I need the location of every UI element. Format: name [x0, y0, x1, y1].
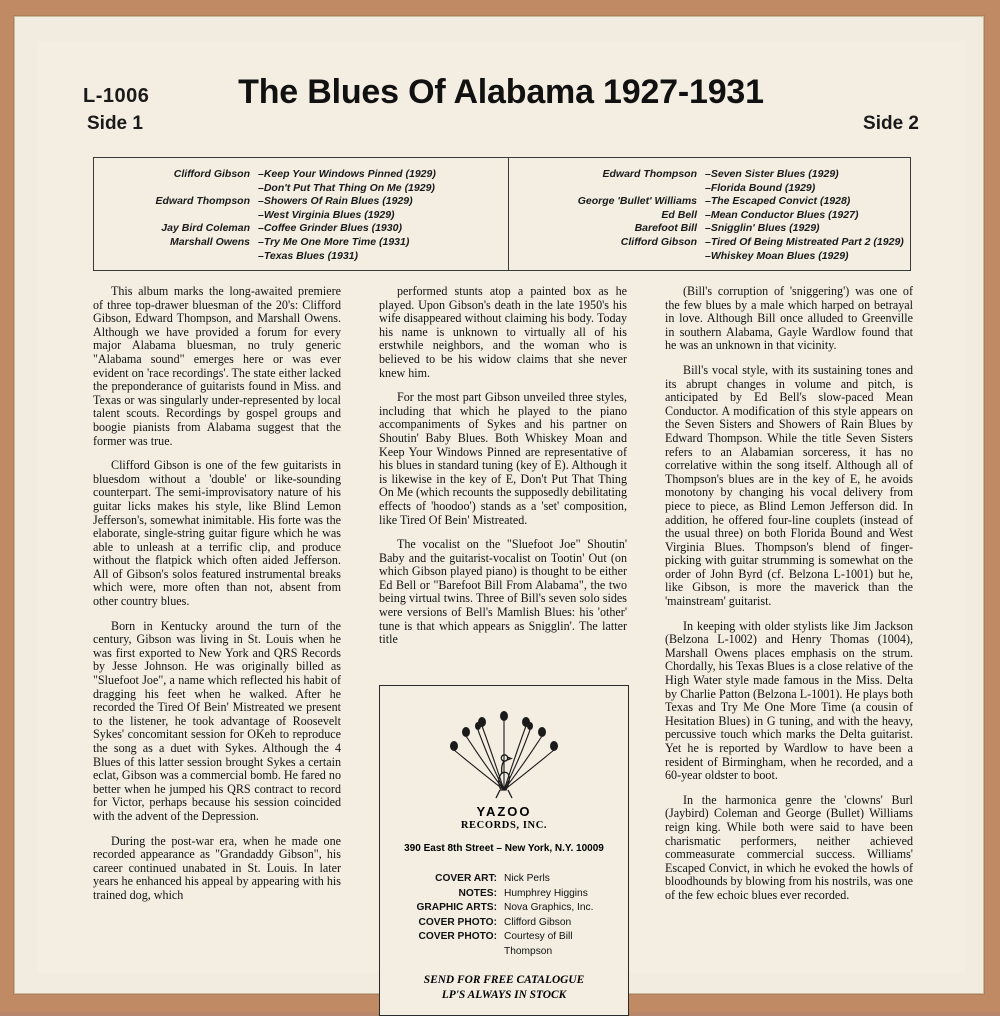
catalogue-line-2: LP'S ALWAYS IN STOCK — [441, 989, 567, 1001]
track-title: –West Virginia Blues (1929) — [258, 208, 395, 221]
paragraph: During the post-war era, when he made one recorded appearance as "Grandaddy Gibson", his career continued unabated in St. Louis. In later years he enhanced his appeal by appearing with his trained dog, which — [93, 833, 341, 902]
side-two-label: Side 2 — [863, 113, 919, 134]
header — [37, 41, 965, 137]
catalogue-line-1: SEND FOR FREE CATALOGUE — [423, 974, 585, 986]
credit-row — [401, 887, 607, 902]
track-row — [110, 222, 508, 236]
track-title: –Don't Put That Thing On Me (1929) — [258, 181, 435, 194]
track-artist — [519, 182, 705, 196]
credit-value: Clifford Gibson — [504, 916, 572, 928]
liner-notes-column-three — [665, 285, 913, 914]
paragraph: Born in Kentucky around the turn of the century, Gibson was living in St. Louis when he was first exported to New York and QRS Records by Jesse Johnson. He was originally billed as "Sluefoot Joe", a name which reflected his habit of dragging his feet when he walked. After he recorded the Tired Of Bein' Mistreated we present to the listener, he took advantage of Roosevelt Sykes' concomitant session for OKeh to reproduce the song as a duet with Sykes. Although the 4 Blues of this latter session brought Sykes a certain eclat, Gibson was a commercial bomb. He fared no better when he jumped his QRS contract to record for Victor, perhaps because his session coincided with the advent of the Depression. — [93, 618, 341, 823]
track-row — [110, 209, 508, 223]
credit-label: COVER PHOTO: — [418, 931, 497, 942]
credit-row — [401, 901, 607, 916]
track-title: –Try Me One More Time (1931) — [258, 235, 410, 248]
credit-value: Humphrey Higgins — [504, 887, 588, 899]
paragraph: For the most part Gibson unveiled three styles, including that which he played to the piano accompaniments of Sykes and his partner on Shoutin' Baby Blues. Both Whiskey Moan and Keep Your Windows Pinned are representative of his blues in standard tuning (key of E). Although it is likewise in the key of E, Don't Put That Thing On Me (which recounts the supposedly debilitating effects of 'hoodoo') stands as a 'set' composition, like Tired Of Bein' Mistreated. — [379, 390, 627, 527]
paragraph: Bill's vocal style, with its sustaining tones and its abrupt changes in volume and pitch, is anticipated by Ed Bell's slow-paced Mean Conductor. A modification of this style appears on the Seven Sisters and Showers of Rain Blues by Edward Thompson. While the title Seven Sisters refers to an Alabamian sorceress, it has no correlative within the song itself. Although all of Thompson's blues are in the key of E, he avoids monotony by changing his vocal delivery from piece to piece, as Blind Lemon Jefferson did. In addition, he offered four-line couplets (instead of the usual three) on both Florida Bound and West Virginia Blues. Thompson's blend of finger-picking with guitar strumming is somewhat on the order of John Byrd (cf. Belzona L-1001) but he, like Gibson, is more the maverick than the 'mainstream' guitarist. — [665, 362, 913, 609]
track-artist — [110, 182, 258, 196]
side-two-rows — [519, 168, 935, 263]
track-artist — [519, 250, 705, 264]
credit-row — [401, 916, 607, 931]
track-row — [110, 236, 508, 250]
track-row — [519, 195, 935, 209]
track-row — [519, 182, 935, 196]
paragraph: performed stunts atop a painted box as he played. Upon Gibson's death in the late 1950's his wife disappeared without claiming his body. Today his name is unknown to virtually all of his erstwhile neighbors, and the woman who is believed to be his widow claims that she never knew him. — [379, 284, 627, 380]
catalogue-note — [380, 973, 628, 1003]
track-row — [110, 195, 508, 209]
credit-label: GRAPHIC ARTS: — [416, 902, 497, 913]
track-title: –Mean Conductor Blues (1927) — [705, 208, 859, 221]
liner-notes-page — [37, 41, 965, 1001]
credit-label: NOTES: — [458, 887, 497, 899]
liner-notes-column-one — [93, 285, 341, 914]
catalog-number: L-1006 — [83, 85, 150, 107]
paragraph: In the harmonica genre the 'clowns' Burl (Jaybird) Coleman and George (Bullet) Williams reign king. While both were said to have been charismatic performers, neither achieved commeasurate commercial success. Williams' Escaped Convict, in which he evoked the howls of bloodhounds by blowing from his nostrils, was one of the few echoic blues ever recorded. — [665, 792, 913, 902]
track-artist: Ed Bell — [661, 208, 697, 221]
track-row — [519, 236, 935, 250]
peacock-logo-icon — [444, 698, 564, 806]
credit-label: COVER ART: — [435, 873, 497, 884]
credit-value: Courtesy of Bill Thompson — [504, 931, 573, 957]
track-artist: Edward Thompson — [602, 168, 697, 180]
credit-row — [401, 930, 607, 959]
track-artist: Edward Thompson — [155, 195, 250, 208]
track-artist — [110, 209, 258, 223]
page-title: The Blues Of Alabama 1927-1931 — [238, 73, 764, 111]
track-artist: George 'Bullet' Williams — [577, 195, 697, 208]
track-artist — [110, 250, 258, 264]
credit-label: COVER PHOTO: — [418, 916, 497, 928]
track-row — [519, 222, 935, 236]
track-title: –The Escaped Convict (1928) — [705, 195, 851, 208]
credits-list — [401, 872, 607, 959]
track-listing-side-one — [94, 158, 509, 270]
paragraph: The vocalist on the "Sluefoot Joe" Shoutin' Baby and the guitarist-vocalist on Tootin' Out (on which Gibson played piano) is thought to be either Ed Bell or "Barefoot Bill From Alabama", the two being virtual twins. Three of Bill's seven solo sides were versions of Bell's Mamlish Blues: his 'other' tune is that which appears as Snigglin'. The latter title — [379, 537, 627, 647]
label-address: 390 East 8th Street – New York, N.Y. 10009 — [404, 843, 604, 854]
track-row — [110, 250, 508, 264]
side-one-label: Side 1 — [87, 113, 143, 134]
track-listing-side-two — [509, 158, 935, 270]
paragraph: Clifford Gibson is one of the few guitarists in bluesdom without a 'double' or like-sounding counterpart. The semi-improvisatory nature of his guitar licks makes his style, like Blind Lemon Jefferson's, somewhat inimitable. His forte was the elaborate, single-string guitar figure which he was able to unleash at a terrific clip, and produce without the flatpick which often aided Jefferson. All of Gibson's solos featured instrumental breaks which were, more often than not, absent from other country blues. — [93, 458, 341, 609]
track-artist: Clifford Gibson — [173, 168, 250, 180]
track-title: –Snigglin' Blues (1929) — [705, 222, 820, 235]
paragraph: (Bill's corruption of 'sniggering') was one of the few blues by a male which harped on betrayal in love. Although Bill once alluded to Greenville in southern Alabama, Gayle Wardlow found that he was an unknown in that vicinity. — [665, 284, 913, 353]
track-title: –Keep Your Windows Pinned (1929) — [258, 168, 436, 180]
credit-value: Nick Perls — [504, 873, 550, 884]
track-row — [110, 182, 508, 196]
track-row — [519, 168, 935, 182]
track-row — [519, 209, 935, 223]
side-one-rows — [110, 168, 508, 263]
sleeve-paper — [14, 16, 984, 1001]
track-listing — [93, 157, 911, 271]
track-title: –Florida Bound (1929) — [705, 181, 816, 194]
records-inc-text: RECORDS, INC. — [460, 820, 548, 831]
track-artist: Clifford Gibson — [620, 235, 697, 248]
track-title: –Texas Blues (1931) — [258, 249, 359, 262]
track-title: –Showers Of Rain Blues (1929) — [258, 195, 413, 208]
track-title: –Tired Of Being Mistreated Part 2 (1929) — [705, 235, 904, 248]
yazoo-wordmark: YAZOO — [476, 804, 532, 819]
paragraph: This album marks the long-awaited premiere of three top-drawer bluesman of the 20's: Clifford Gibson, Edward Thompson, and Marshall Owens. Although we have provided a forum for every major Alabama bluesman, no truly generic "Alabama sound" emerges here or was ever evident on 'race recordings'. The state either lacked the preponderance of guitarists found in Miss. and Texas or was singularly under-represented by local talent scouts. Recordings by gospel groups and boogie pianists from Alabama suggest that the former was true. — [93, 284, 341, 448]
liner-notes-columns — [93, 284, 913, 1001]
track-title: –Coffee Grinder Blues (1930) — [258, 222, 402, 235]
label-credits-block — [379, 685, 629, 1016]
paragraph: In keeping with older stylists like Jim Jackson (Belzona L-1002) and Henry Thomas (1004), Marshall Owens places emphasis on the strum. Chordally, his Texas Blues is a close relative of the High Water style made famous in the Miss. Delta by Charlie Patton (Belzona L-1001). He plays both Texas and Try Me One More Time (a cousin of Hesitation Blues) in G tuning, and with the heavy, percussive touch which marks the Delta guitarist. Yet he is reported by Wardlow to have been a resident of Birmingham, when he recorded, and a 60-year oldster to boot. — [665, 618, 913, 783]
track-title: –Whiskey Moan Blues (1929) — [705, 249, 849, 262]
track-row — [110, 168, 508, 182]
liner-notes-column-two — [379, 285, 627, 658]
track-artist: Barefoot Bill — [634, 222, 697, 235]
track-row — [519, 250, 935, 264]
credit-value: Nova Graphics, Inc. — [504, 902, 594, 913]
credit-row — [401, 872, 607, 887]
track-title: –Seven Sister Blues (1929) — [705, 168, 839, 180]
track-artist: Jay Bird Coleman — [161, 222, 250, 235]
track-artist: Marshall Owens — [170, 235, 250, 248]
